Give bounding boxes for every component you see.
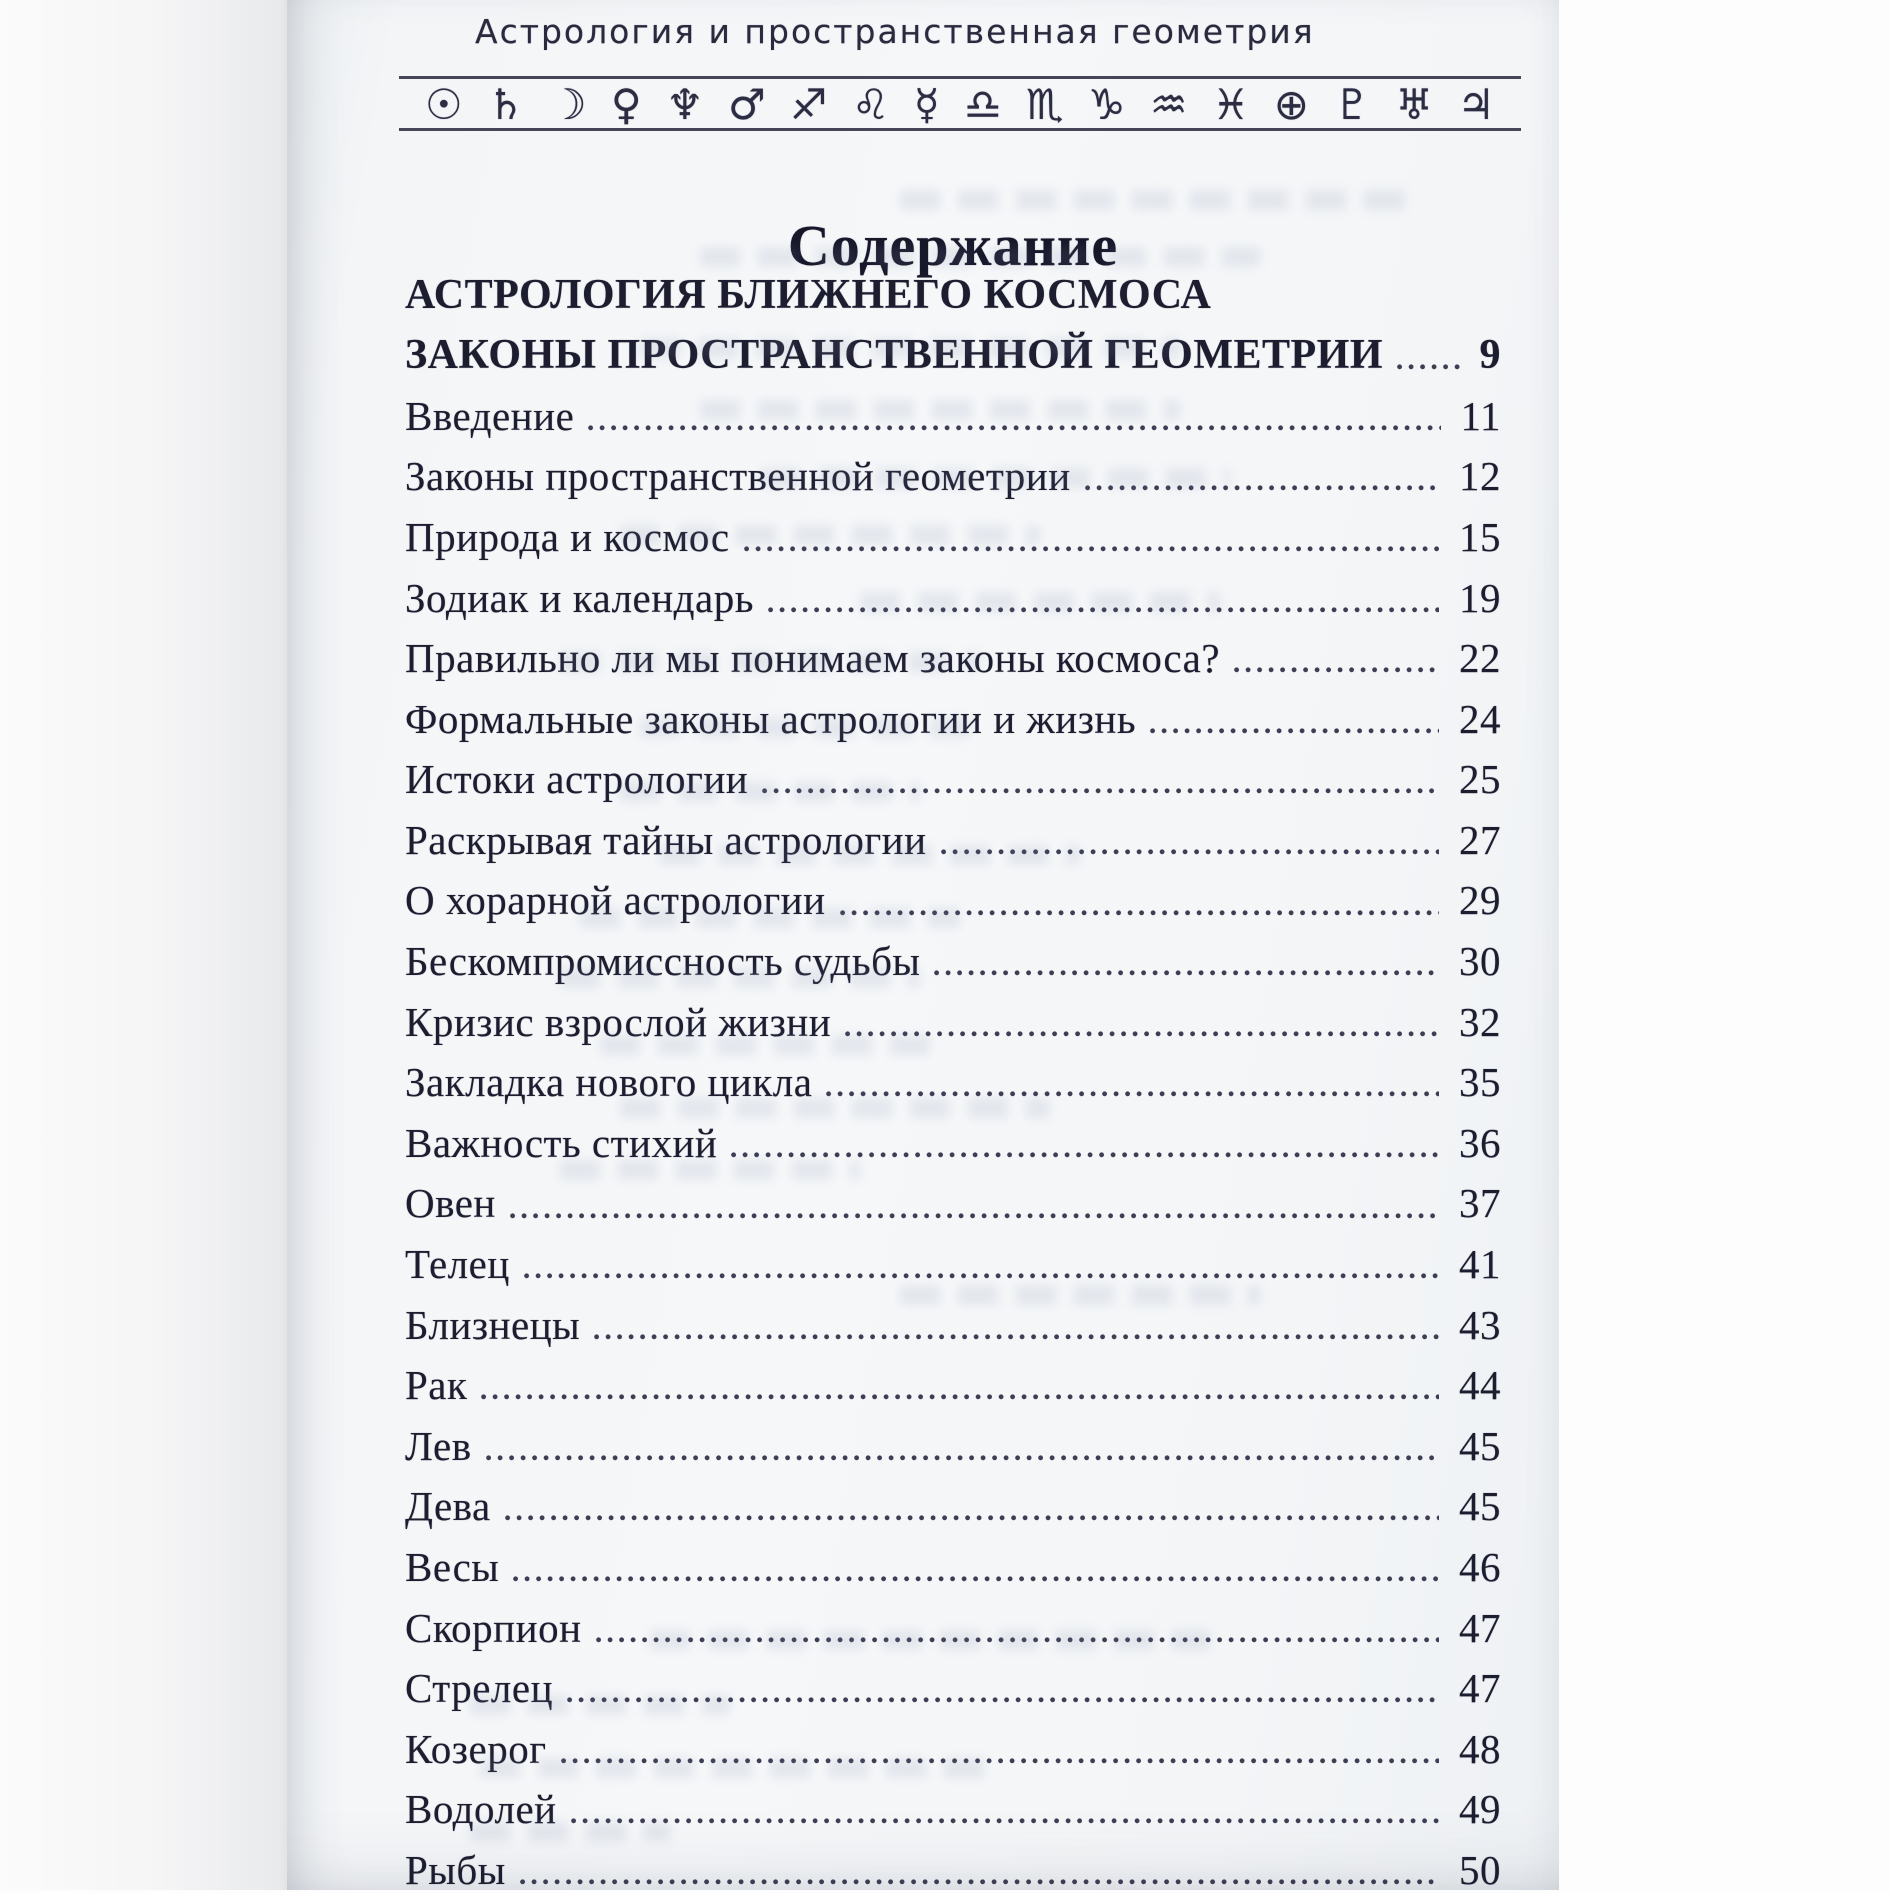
toc-label: Скорпион [405, 1604, 582, 1651]
toc-label: АСТРОЛОГИЯ БЛИЖНЕГО КОСМОСА [405, 271, 1212, 318]
toc-row [405, 1771, 1501, 1832]
toc-label: Овен [405, 1180, 496, 1227]
toc-row [405, 1650, 1501, 1711]
toc-dot-leader [584, 377, 1450, 438]
earth-icon: ⊕ [1273, 80, 1309, 129]
toc-dot-leader [477, 1347, 1449, 1408]
toc-row [405, 1528, 1501, 1589]
toc-row [405, 498, 1501, 559]
toc-row [405, 923, 1501, 984]
toc-label: Телец [405, 1241, 510, 1288]
toc-label: ЗАКОНЫ ПРОСТРАНСТВЕННОЙ ГЕОМЕТРИИ [405, 332, 1383, 379]
toc-list [405, 256, 1501, 1892]
toc-row [405, 1710, 1501, 1771]
toc-dot-leader [930, 923, 1449, 984]
toc-label: Законы пространственной геометрии [405, 453, 1071, 500]
page-title: Содержание [787, 213, 1119, 278]
toc-row [405, 317, 1501, 378]
toc-page-number: 47 [1459, 1665, 1501, 1712]
uranus-icon: ♅ [1395, 80, 1433, 129]
toc-row [405, 256, 1501, 317]
toc-page-number: 9 [1479, 332, 1501, 379]
toc-dot-leader [563, 1650, 1449, 1711]
saturn-icon: ♄ [486, 80, 525, 129]
toc-label: Введение [405, 392, 575, 439]
toc-dot-leader [727, 1104, 1449, 1165]
toc-dot-leader [1081, 438, 1449, 499]
pisces-icon: ♓ [1211, 80, 1250, 129]
toc-page-number: 43 [1459, 1301, 1501, 1348]
toc-row [405, 983, 1501, 1044]
toc-page-number: 50 [1459, 1846, 1501, 1893]
toc-dot-leader [567, 1771, 1449, 1832]
neptune-icon: ♆ [665, 80, 704, 129]
toc-label: О хорарной астрологии [405, 877, 826, 924]
toc-page-number: 12 [1459, 453, 1501, 500]
toc-page-number: 35 [1459, 1059, 1501, 1106]
toc-row [405, 680, 1501, 741]
toc-label: Правильно ли мы понимаем законы космоса? [405, 635, 1221, 682]
toc-label: Зодиак и календарь [405, 574, 754, 621]
toc-dot-leader [520, 1226, 1449, 1287]
jupiter-icon: ♃ [1457, 80, 1495, 129]
toc-row [405, 1407, 1501, 1468]
toc-dot-leader [1146, 680, 1449, 741]
moon-icon: ☽ [548, 80, 587, 129]
toc-row [405, 1044, 1501, 1105]
toc-row [405, 1831, 1501, 1892]
toc-row [405, 1468, 1501, 1529]
toc-page-number: 29 [1459, 877, 1501, 924]
toc-label: Дева [405, 1483, 491, 1530]
toc-dot-leader [764, 559, 1449, 620]
toc-row [405, 741, 1501, 802]
toc-label: Важность стихий [405, 1119, 718, 1166]
toc-page-number: 48 [1459, 1725, 1501, 1772]
toc-dot-leader [937, 801, 1449, 862]
toc-dot-leader [501, 1468, 1449, 1529]
aquarius-icon: ♒ [1149, 80, 1188, 129]
toc-dot-leader [557, 1710, 1449, 1771]
toc-row [405, 862, 1501, 923]
toc-label: Бескомпромиссность судьбы [405, 938, 921, 985]
pluto-icon: ♇ [1333, 80, 1371, 129]
toc-page-number: 27 [1459, 816, 1501, 863]
toc-row [405, 438, 1501, 499]
toc-page-number: 25 [1459, 756, 1501, 803]
toc-page-number: 46 [1459, 1544, 1501, 1591]
toc-dot-leader [482, 1407, 1449, 1468]
symbol-strip [399, 76, 1521, 131]
libra-icon: ♎ [963, 80, 1002, 129]
toc-row [405, 1226, 1501, 1287]
toc-page-number: 45 [1459, 1483, 1501, 1530]
running-header: Астрология и пространственная геометрия [475, 12, 1315, 51]
toc-row [405, 620, 1501, 681]
toc-row [405, 1589, 1501, 1650]
toc-page-number: 11 [1460, 392, 1501, 439]
toc-page-number: 22 [1459, 635, 1501, 682]
scorpio-icon: ♏ [1025, 80, 1064, 129]
toc-page-number: 49 [1459, 1786, 1501, 1833]
toc-row [405, 377, 1501, 438]
toc-dot-leader [509, 1528, 1449, 1589]
toc-page-number: 15 [1459, 513, 1501, 560]
toc-row [405, 1165, 1501, 1226]
toc-label: Водолей [405, 1786, 557, 1833]
leo-icon: ♌ [851, 80, 890, 129]
toc-dot-leader [836, 862, 1449, 923]
toc-dot-leader [740, 498, 1449, 559]
toc-label: Закладка нового цикла [405, 1059, 813, 1106]
toc-page-number: 24 [1459, 695, 1501, 742]
toc-page-number: 32 [1459, 998, 1501, 1045]
toc-page-number: 47 [1459, 1604, 1501, 1651]
toc-page-number: 37 [1459, 1180, 1501, 1227]
toc-dot-leader [822, 1044, 1449, 1105]
toc-row [405, 801, 1501, 862]
toc-label: Близнецы [405, 1301, 581, 1348]
toc-dot-leader [758, 741, 1449, 802]
toc-label: Формальные законы астрологии и жизнь [405, 695, 1137, 742]
toc-dot-leader [1393, 317, 1470, 378]
toc-dot-leader [592, 1589, 1449, 1650]
toc-dot-leader [590, 1286, 1449, 1347]
toc-dot-leader [1230, 620, 1449, 681]
toc-label: Стрелец [405, 1665, 554, 1712]
mars-icon: ♂ [727, 80, 766, 129]
toc-label: Весы [405, 1544, 500, 1591]
toc-page-number: 44 [1459, 1362, 1501, 1409]
mercury-icon: ☿ [913, 80, 940, 129]
toc-dot-leader [506, 1165, 1449, 1226]
toc-label: Лев [405, 1422, 472, 1469]
toc-dot-leader [516, 1831, 1449, 1892]
book-page [287, 0, 1559, 1893]
toc-row [405, 559, 1501, 620]
venus-icon: ♀ [610, 80, 642, 129]
toc-row [405, 1286, 1501, 1347]
toc-label: Козерог [405, 1725, 547, 1772]
toc-page-number: 19 [1459, 574, 1501, 621]
photo-backdrop [0, 0, 290, 1890]
toc-label: Кризис взрослой жизни [405, 998, 832, 1045]
toc-label: Природа и космос [405, 513, 730, 560]
capricorn-icon: ♑ [1087, 80, 1126, 129]
toc-page-number: 45 [1459, 1422, 1501, 1469]
sun-icon: ☉ [425, 80, 463, 129]
toc-label: Истоки астрологии [405, 756, 749, 803]
toc-label: Раскрывая тайны астрологии [405, 816, 927, 863]
toc-label: Рыбы [405, 1846, 506, 1893]
toc-row [405, 1104, 1501, 1165]
toc-page-number: 30 [1459, 938, 1501, 985]
toc-row [405, 1347, 1501, 1408]
sagittarius-icon: ♐ [789, 80, 828, 129]
toc-dot-leader [841, 983, 1449, 1044]
toc-page-number: 36 [1459, 1119, 1501, 1166]
toc-label: Рак [405, 1362, 468, 1409]
toc-page-number: 41 [1459, 1241, 1501, 1288]
